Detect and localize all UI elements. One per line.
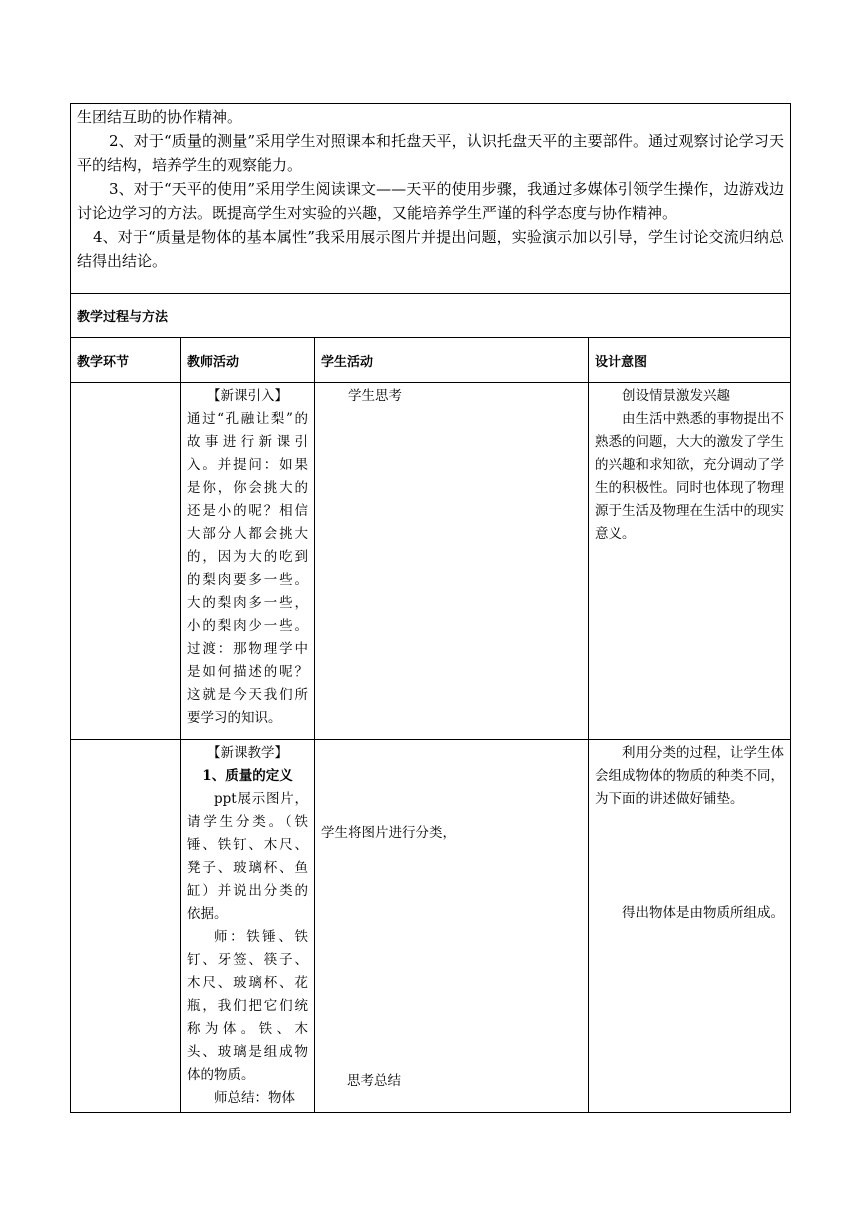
spacer (595, 811, 784, 902)
teacher-text: ppt展示图片，请学生分类。（铁锤、铁钉、木尺、凳子、玻璃杯、鱼缸）并说出分类的依据。 (187, 791, 308, 922)
teacher-heading: 【新课引入】 (207, 388, 288, 404)
teacher-text: 通过“孔融让梨”的故事进行新课引入。并提问：如果是你，你会挑大的还是小的呢？相信大部分人都会挑大的，因为大的吃到的梨肉要多一些。大的梨肉多一些，小的梨肉少一些。过渡：那物理学中是如何描述的呢？这就是今天我们所要学习的知识。 (187, 411, 308, 726)
design-text: 利用分类的过程，让学生体会组成物体的物质的种类不同，为下面的讲述做好铺垫。 (595, 745, 785, 807)
lesson-plan-table (70, 103, 791, 1113)
student-text: 思考总结 (347, 1073, 401, 1089)
intro-paragraph: 3、对于“天平的使用”采用学生阅读课文——天平的使用步骤，我通过多媒体引领学生操作，边游戏边讨论边学习的方法。既提高学生对实验的兴趣，又能培养学生严谨的科学态度与协作精神。 (77, 180, 785, 222)
intro-paragraph: 2、对于“质量的测量”采用学生对照课本和托盘天平，认识托盘天平的主要部件。通过观察讨论学习天平的结构，培养学生的观察能力。 (77, 132, 785, 174)
design-intent-cell (589, 383, 791, 740)
teacher-subheading: 1、质量的定义 (202, 768, 293, 784)
column-header-stage: 教学环节 (71, 338, 181, 383)
section-title: 教学过程与方法 (71, 294, 791, 338)
column-header-row (71, 338, 791, 383)
table-row (71, 383, 791, 740)
teacher-activity-cell (181, 383, 315, 740)
student-activity-cell (315, 383, 589, 740)
design-heading: 创设情景激发兴趣 (622, 388, 730, 404)
column-header-design: 设计意图 (589, 338, 791, 383)
design-text: 得出物体是由物质所组成。 (622, 905, 784, 921)
stage-cell (71, 740, 181, 1113)
method-intro-cell (71, 104, 791, 294)
teacher-activity-cell (181, 740, 315, 1113)
method-intro-row (71, 104, 791, 294)
student-text: 学生思考 (348, 388, 402, 404)
design-intent-cell (589, 740, 791, 1113)
teacher-text: 师总结：物体 (214, 1090, 295, 1106)
intro-paragraph: 4、对于“质量是物体的基本属性”我采用展示图片并提出问题，实验演示加以引导，学生讨论交流归纳总结得出结论。 (77, 228, 785, 270)
intro-paragraph: 生团结互助的协作精神。 (77, 108, 243, 126)
design-text: 由生活中熟悉的事物提出不熟悉的问题，大大的激发了学生的兴趣和求知欲，充分调动了学生的积极性。同时也体现了物理源于生活及物理在生活中的现实意义。 (595, 411, 785, 542)
column-header-teacher: 教师活动 (181, 338, 315, 383)
student-text: 学生将图片进行分类， (321, 825, 456, 841)
section-title-row (71, 294, 791, 338)
student-activity-cell (315, 740, 589, 1113)
column-header-student: 学生活动 (315, 338, 589, 383)
lesson-plan-page (70, 103, 790, 1113)
teacher-heading: 【新课教学】 (207, 745, 288, 761)
teacher-text: 师：铁锤、铁钉、牙签、筷子、木尺、玻璃杯、花瓶，我们把它们统称为体。铁、木头、玻璃是组成物体的物质。 (187, 929, 308, 1083)
table-row (71, 740, 791, 1113)
stage-cell (71, 383, 181, 740)
